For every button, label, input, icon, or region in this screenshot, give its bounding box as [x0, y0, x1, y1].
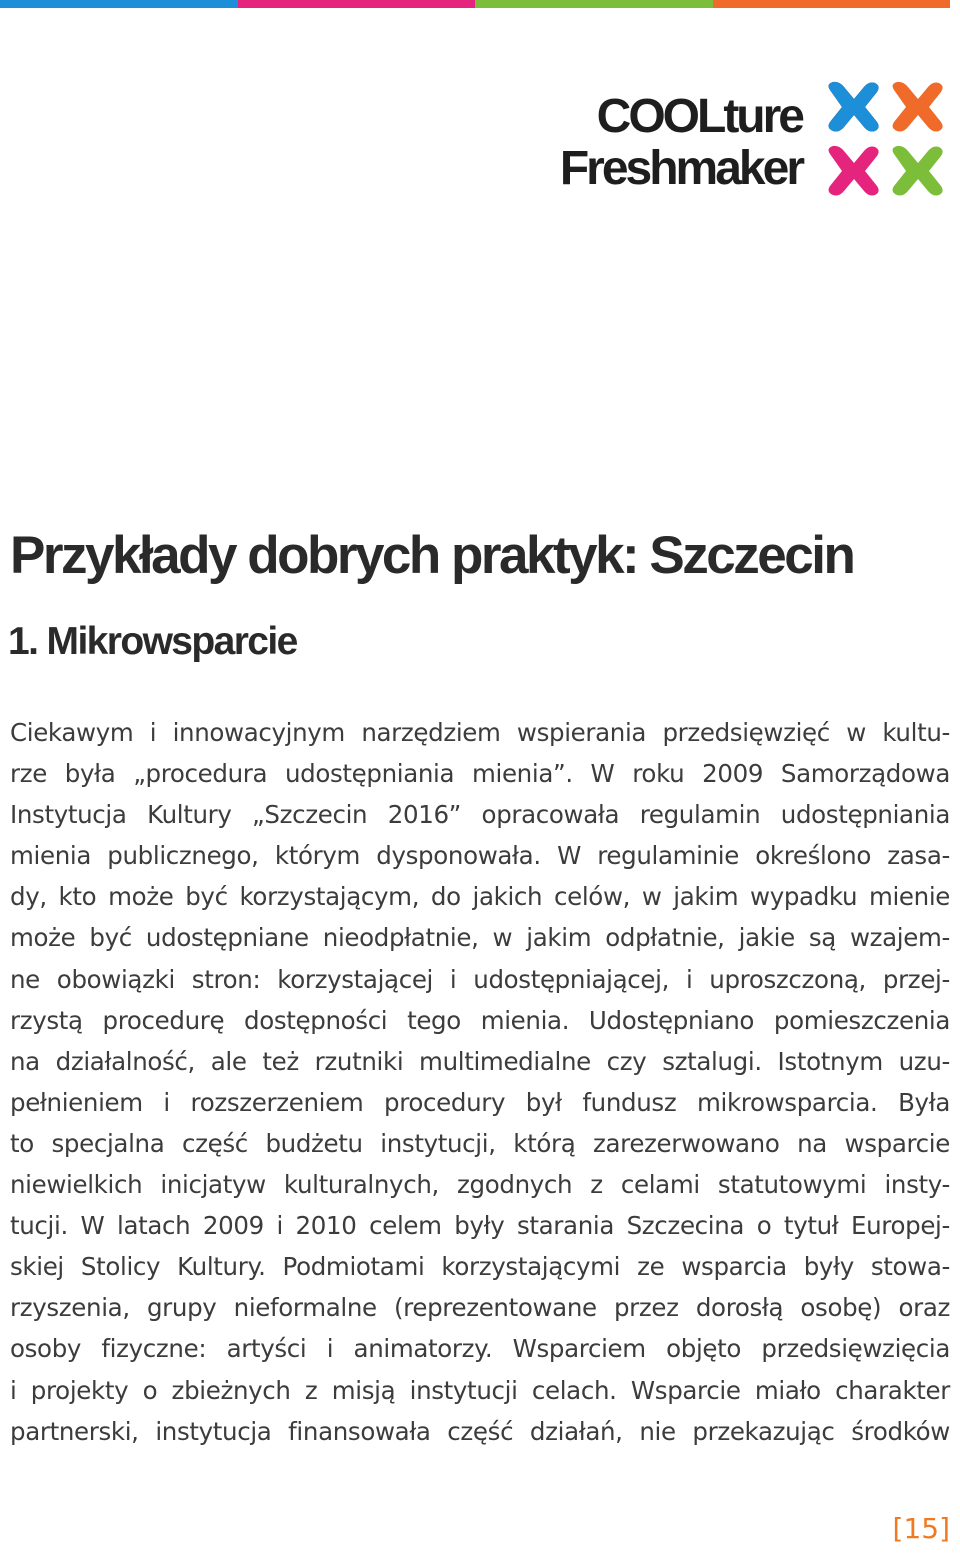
logo-line-2: Freshmaker	[559, 142, 802, 195]
text-line: Ciekawym i innowacyjnym narzędziem wspierania przedsięwzięć w kultu-	[10, 718, 950, 747]
text-line: osoby fizyczne: artyści i animatorzy. Wsparciem objęto przedsięwzięcia	[10, 1334, 950, 1364]
color-stripe	[0, 0, 950, 8]
text-line: Instytucja Kultury „Szczecin 2016” opracowała regulamin udostępniania	[10, 800, 950, 830]
logo-line-1: COOLture	[596, 90, 802, 143]
four-crosses-logo-icon	[824, 80, 950, 206]
stripe-orange	[713, 0, 951, 8]
section-heading: 1. Mikrowsparcie	[8, 620, 297, 663]
logo-wordmark	[560, 91, 802, 195]
text-line: tucji. W latach 2009 i 2010 celem były starania Szczecina o tytuł Europej-	[10, 1211, 950, 1241]
text-line: to specjalna część budżetu instytucji, którą zarezerwowano na wsparcie	[10, 1128, 950, 1158]
text-line: rze była „procedura udostępniania mienia”. W roku 2009 Samorządowa	[10, 759, 950, 789]
page-title: Przykłady dobrych praktyk: Szczecin	[10, 526, 854, 585]
text-line: partnerski, instytucja finansowała część działań, nie przekazując środków	[10, 1416, 950, 1446]
coolture-logo	[560, 80, 950, 206]
text-line: i projekty o zbieżnych z misją instytucji celach. Wsparcie miało charakter	[10, 1375, 950, 1405]
text-line: pełnieniem i rozszerzeniem procedury był fundusz mikrowsparcia. Była	[10, 1087, 950, 1117]
stripe-pink	[238, 0, 476, 8]
page-number: [15]	[892, 1512, 950, 1545]
text-line: rzyszenia, grupy nieformalne (reprezentowane przez dorosłą osobę) oraz	[10, 1293, 950, 1323]
text-line: ne obowiązki stron: korzystającej i udostępniającej, i uproszczoną, przej-	[10, 964, 950, 994]
stripe-blue	[0, 0, 238, 8]
text-line: rzystą procedurę dostępności tego mienia. Udostępniano pomieszczenia	[10, 1005, 950, 1035]
text-line: na działalność, ale też rzutniki multimedialne czy sztalugi. Istotnym uzu-	[10, 1046, 950, 1076]
text-line: niewielkich inicjatyw kulturalnych, zgodnych z celami statutowymi insty-	[10, 1170, 950, 1200]
text-line: mienia publicznego, którym dysponowała. W regulaminie określono zasa-	[10, 841, 950, 871]
stripe-green	[475, 0, 713, 8]
text-line: skiej Stolicy Kultury. Podmiotami korzystającymi ze wsparcia były stowa-	[10, 1252, 950, 1282]
body-paragraph	[10, 712, 950, 1452]
text-line: dy, kto może być korzystającym, do jakich celów, w jakim wypadku mienie	[10, 882, 950, 912]
text-line: może być udostępniane nieodpłatnie, w jakim odpłatnie, jakie są wzajem-	[10, 923, 950, 953]
